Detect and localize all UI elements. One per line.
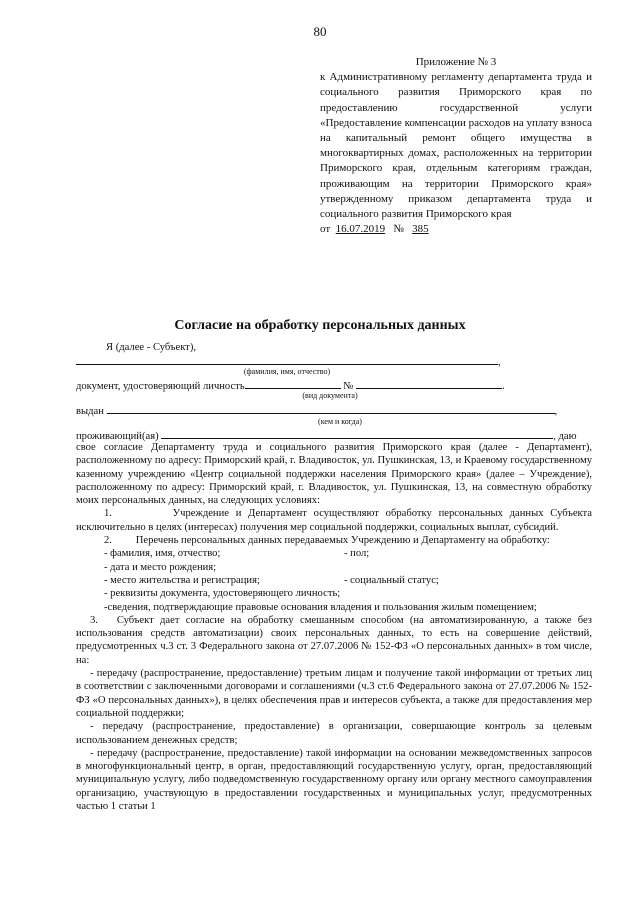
list-item-fio: - фамилия, имя, отчество; — [104, 548, 221, 560]
document-caption: (вид документа) — [302, 391, 358, 400]
list-row-3 — [76, 574, 592, 587]
appendix-title: Приложение № 3 — [415, 56, 497, 68]
appendix-date: 16.07.2019 — [335, 223, 386, 236]
appendix-number: 385 — [412, 223, 429, 236]
body-text — [76, 441, 592, 813]
give-label: , даю — [553, 431, 577, 442]
document-label: документ, удостоверяющий личность — [76, 381, 245, 392]
list-item-passport: - реквизиты документа, удостоверяющего личность; — [104, 588, 341, 600]
transfer-third-parties: - передачу (распространение, предоставление) третьим лицам и получение такой информации от третьих лиц в соответствии с заключенными договорами и соглашениями (ч.3 ст.6 Федерального закона от 27.07.2006 № 152-ФЗ «О персональных данных»), в целях обеспечения прав и интересов субъекта, а также для предоставления мер социальной поддержки; — [76, 668, 592, 719]
name-blank — [76, 354, 498, 365]
subject-label: Я (далее - Субъект), — [106, 342, 197, 353]
list-item-birth: - дата и место рождения; — [104, 561, 217, 573]
list-row-1 — [76, 547, 592, 560]
residing-blank — [161, 428, 553, 439]
document-number-blank — [356, 378, 502, 389]
transfer-control-orgs: - передачу (распространение, предоставление) в организации, совершающие контроль за целевым использованием денежных средств; — [76, 721, 592, 746]
appendix-date-prefix: от — [320, 223, 331, 236]
condition-2: 2. Перечень персональных данных передаваемых Учреждению и Департаменту на обработку: — [104, 535, 550, 547]
transfer-interagency: - передачу (распространение, предоставление) такой информации на основании межведомственных запросов в многофункциональный центр, в орган, предоставляющий государственную услугу, орган, предоставляющий муниципальную услугу, либо подведомственную государственному органу или органу местного самоуправления организацию, участвующую в предоставлении государственных и муниципальных услуг, предусмотренных частью 1 статьи 1 — [76, 747, 592, 813]
residing-label: проживающий(ая) — [76, 431, 159, 442]
list-item-residence: - место жительства и регистрация; — [104, 574, 260, 586]
list-item-housing: -сведения, подтверждающие правовые основания владения и пользования жилым помещением; — [104, 601, 537, 613]
name-caption: (фамилия, имя, отчество) — [243, 367, 331, 376]
consent-paragraph: свое согласие Департаменту труда и социального развития Приморского края (далее - Департамент), расположенному по адресу: Приморский край, г. Владивосток, ул. Пушкинская, 13, и Краевому государственному казенному учреждению «Центр социальной поддержки населения Приморского края» (далее – Учреждение), расположенному по адресу: Приморский край, г. Владивосток, ул. Пушкинская, 13, на совместную обработку моих персональных данных, на следующих условиях: — [76, 442, 592, 507]
document-type-blank — [245, 378, 341, 389]
condition-1: 1. Учреждение и Департамент осуществляют обработку персональных данных Субъекта исключительно в целях (интересах) получения мер социальной поддержки, социальных выплат, субсидий. — [76, 508, 592, 533]
issued-caption: (кем и когда) — [318, 417, 362, 426]
issued-blank — [107, 403, 555, 414]
appendix-date-line — [320, 222, 592, 237]
issued-comma: , — [554, 406, 558, 417]
list-item-social: - социальный статус; — [344, 574, 439, 586]
list-item-sex: - пол; — [344, 548, 370, 560]
appendix-block — [320, 55, 592, 237]
name-comma: , — [498, 357, 501, 368]
issued-label: выдан — [76, 406, 104, 417]
issued-line — [76, 403, 557, 418]
page-number: 80 — [313, 24, 327, 39]
appendix-number-sign: № — [393, 223, 404, 236]
document-title: Согласие на обработку персональных данных — [174, 318, 466, 333]
document-number-sign: № — [343, 381, 354, 392]
appendix-body: к Административному регламенту департамента труда и социального развития Приморского края по предоставлению государственной услуги «Предоставление компенсации расходов на уплату взноса на капитальный ремонт общего имущества в многоквартирных домах, расположенных на территории Приморского края, отдельным категориям граждан, проживающим на территории Приморского края» утвержденному приказом департамента труда и социального развития Приморского края — [320, 71, 593, 221]
document-period: . — [502, 381, 505, 392]
condition-3: 3. Субъект дает согласие на обработку смешанным способом (на автоматизированную, а также без использования средств автоматизации) своих персональных данных, то есть на совершение действий, предусмотренных ч.3 ст. 3 Федерального закона от 27.07.2006 № 152-ФЗ «О персональных данных» в том числе, на: — [76, 614, 592, 666]
